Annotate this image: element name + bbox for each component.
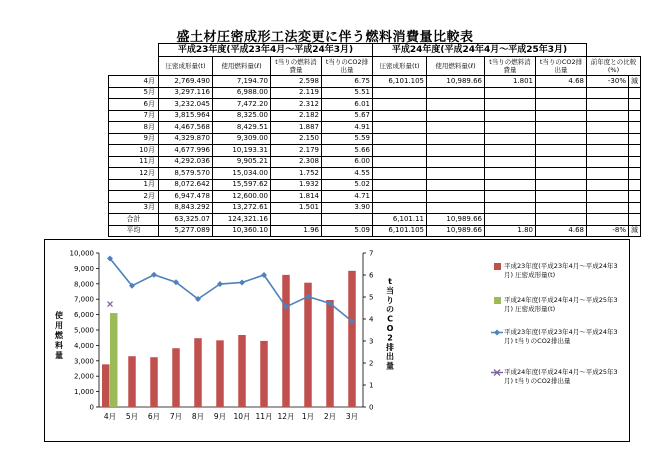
y-left-tick-label: 2,000 [73,372,94,381]
cell-c5: 6,101.11 [373,214,427,226]
cell-c6: 10,989.66 [427,214,485,226]
legend-label: 平成24年度(平成24年4月～平成25年3月) t当りのCO2排出量 [504,368,618,385]
cell-c4 [322,214,373,226]
cell-c3: 1.814 [271,191,322,203]
cell-c8 [536,156,587,168]
y-right-axis-title: t 当りの C O 2 排出量 [386,277,394,371]
cell-c5 [373,179,427,191]
cell-c4: 6.01 [322,99,373,111]
y-right-tick-label: 5 [369,293,374,302]
cell-c1: 3,815.964 [159,110,213,122]
month-label: 11月 [109,156,159,168]
y-left-axis-title: 使用燃料量 [55,311,63,360]
x-tick-label: 4月 [103,412,117,421]
cell-c7: 1.801 [485,76,536,88]
cell-c2: 7,472.20 [213,99,271,111]
cell-c5: 6,101.105 [373,225,427,237]
cell-c8 [536,110,587,122]
cell-c7 [485,133,536,145]
cell-c6 [427,122,485,134]
cell-c9 [587,87,629,99]
month-label: 2月 [109,191,159,203]
cell-c4: 4.71 [322,191,373,203]
cell-c4: 5.02 [322,179,373,191]
avg-label: 平均 [109,225,159,237]
x-tick-label: 8月 [191,412,205,421]
month-label: 4月 [109,76,159,88]
bar-h23 [150,357,158,407]
month-label: 5月 [109,87,159,99]
bar-h23 [102,364,110,407]
cell-c8: 4.68 [536,76,587,88]
table-row [109,122,641,134]
cell-c8 [536,99,587,111]
cell-c7 [485,214,536,226]
cell-c7 [485,99,536,111]
cell-c9 [587,133,629,145]
cell-c6 [427,168,485,180]
x-tick-label: 3月 [345,412,359,421]
table-header-period-row [109,44,641,57]
cell-c7 [485,87,536,99]
cell-c5 [373,202,427,214]
cell-c9 [587,99,629,111]
cell-c7 [485,145,536,157]
cell-c4: 5.67 [322,110,373,122]
cell-c2: 9,905.21 [213,156,271,168]
period2-header: 平成24年度(平成24年4月～平成25年3月) [373,44,587,57]
cell-c9 [587,202,629,214]
cell-c5 [373,110,427,122]
month-label: 1月 [109,179,159,191]
cell-c3: 2.119 [271,87,322,99]
blank-corner-cell [109,57,159,76]
cell-c6 [427,202,485,214]
cell-c4: 6.00 [322,156,373,168]
cell-c8 [536,145,587,157]
bar-h23 [128,356,136,407]
cell-c10 [629,191,641,203]
cell-c2: 7,194.70 [213,76,271,88]
table-row [109,156,641,168]
cell-c9 [587,156,629,168]
cell-c10 [629,179,641,191]
cell-c9 [587,122,629,134]
cell-c4: 4.55 [322,168,373,180]
cell-c10: 減 [629,225,641,237]
cell-c2: 124,321.16 [213,214,271,226]
y-left-tick-label: 3,000 [73,357,94,366]
month-label: 3月 [109,202,159,214]
cell-c5: 6,101.105 [373,76,427,88]
cell-c2: 15,034.00 [213,168,271,180]
cell-c4: 5.59 [322,133,373,145]
cell-c8: 4.68 [536,225,587,237]
cell-c6 [427,133,485,145]
legend-marker-x-icon [491,368,503,377]
cell-c9 [587,179,629,191]
cell-c1: 6,947.478 [159,191,213,203]
cell-c10 [629,214,641,226]
cell-c6 [427,110,485,122]
y-right-tick-label: 6 [369,271,374,280]
cell-c7 [485,191,536,203]
cell-c4: 3.90 [322,202,373,214]
cell-c7 [485,179,536,191]
y-right-tick-label: 1 [369,381,374,390]
legend-marker-diamond-icon [491,328,503,337]
cell-c7 [485,122,536,134]
cell-c5 [373,145,427,157]
cell-c5 [373,122,427,134]
bar-h23 [216,340,224,407]
cell-c2: 9,309.00 [213,133,271,145]
cell-c3: 2.312 [271,99,322,111]
cell-c1: 4,292.036 [159,156,213,168]
table-header-column-row [109,57,641,76]
legend-label: 平成23年度(平成23年4月～平成24年3月) 圧密成形量(t) [504,262,618,279]
cell-c9: -8% [587,225,629,237]
cell-c4: 5.51 [322,87,373,99]
blank-header-cell [587,44,641,57]
cell-c8 [536,214,587,226]
x-tick-label: 10月 [233,412,251,421]
cell-c6 [427,99,485,111]
column-header: t当りのCO2排出量 [536,57,587,76]
month-label: 7月 [109,110,159,122]
bar-h23 [304,283,312,407]
y-right-tick-label: 0 [369,403,374,412]
cell-c6 [427,87,485,99]
cell-c1: 4,467.568 [159,122,213,134]
bar-h23 [282,275,290,407]
table-row [109,191,641,203]
cell-c5 [373,168,427,180]
cell-c10 [629,133,641,145]
line-h23 [110,259,352,322]
page-title: 盛土材圧密成形工法変更に伴う燃料消費量比較表 [176,30,474,45]
cell-c3: 2.308 [271,156,322,168]
column-header: t当りのCO2排出量 [322,57,373,76]
y-left-tick-label: 4,000 [73,341,94,350]
cell-c3: 1.501 [271,202,322,214]
month-label: 9月 [109,133,159,145]
cell-c10 [629,145,641,157]
cell-c3: 1.752 [271,168,322,180]
table-row [109,202,641,214]
cell-c5 [373,133,427,145]
cell-c1: 8,579.570 [159,168,213,180]
period1-header: 平成23年度(平成23年4月～平成24年3月) [159,44,373,57]
cell-c7 [485,168,536,180]
cell-c7 [485,156,536,168]
y-right-tick-label: 4 [369,315,374,324]
cell-c6 [427,145,485,157]
table-row [109,110,641,122]
bar-h23 [194,338,202,407]
column-header: 圧密成形量(t) [159,57,213,76]
bar-h23 [260,341,268,407]
table-row [109,145,641,157]
column-header: t当りの燃料消費量 [271,57,322,76]
cell-c3: 1.96 [271,225,322,237]
y-left-tick-label: 8,000 [73,280,94,289]
cell-c7 [485,110,536,122]
table-row [109,87,641,99]
x-tick-label: 5月 [125,412,139,421]
legend-swatch-red [493,262,502,271]
cell-c10 [629,202,641,214]
y-right-tick-label: 2 [369,359,374,368]
cell-c9 [587,168,629,180]
month-label: 8月 [109,122,159,134]
cell-c10 [629,87,641,99]
total-row [109,214,641,226]
column-header: t当りの燃料消費量 [485,57,536,76]
cell-c2: 15,597.62 [213,179,271,191]
cell-c3: 2.150 [271,133,322,145]
column-header: 圧密成形量(t) [373,57,427,76]
point-diamond [151,272,157,278]
column-header: 使用燃料量(ℓ) [427,57,485,76]
cell-c9 [587,110,629,122]
cell-c6 [427,179,485,191]
cell-c5 [373,87,427,99]
x-tick-label: 9月 [213,412,227,421]
month-label: 6月 [109,99,159,111]
cell-c3: 2.598 [271,76,322,88]
cell-c9 [587,191,629,203]
table-row [109,168,641,180]
cell-c6 [427,191,485,203]
chart-area [44,239,630,442]
cell-c2: 10,360.10 [213,225,271,237]
y-left-tick-label: 5,000 [73,326,94,335]
cell-c2: 13,272.61 [213,202,271,214]
cell-c10 [629,122,641,134]
cell-c8 [536,87,587,99]
y-left-tick-label: 7,000 [73,295,94,304]
cell-c8 [536,202,587,214]
cell-c9: -30% [587,76,629,88]
x-tick-label: 6月 [147,412,161,421]
cell-c4: 6.75 [322,76,373,88]
month-label: 12月 [109,168,159,180]
y-left-tick-label: 10,000 [69,249,94,258]
cell-c9 [587,214,629,226]
cell-c6: 10,989.66 [427,225,485,237]
cell-c4: 4.91 [322,122,373,134]
cell-c3: 1.932 [271,179,322,191]
cell-c6 [427,156,485,168]
cell-c4: 5.66 [322,145,373,157]
legend-label: 平成24年度(平成24年4月～平成25年3月) 圧密成形量(t) [504,296,618,313]
y-right-tick-label: 7 [369,249,374,258]
table-row [109,179,641,191]
bar-h24 [110,313,118,407]
cell-c10 [629,110,641,122]
cell-c1: 8,072.642 [159,179,213,191]
legend-label: 平成23年度(平成23年4月～平成24年3月) t当りのCO2排出量 [504,328,618,345]
cell-c1: 2,769.490 [159,76,213,88]
cell-c7 [485,202,536,214]
y-left-tick-label: 0 [89,403,94,412]
cell-c3: 1.887 [271,122,322,134]
x-tick-label: 2月 [323,412,337,421]
point-x [108,302,113,307]
y-left-tick-label: 6,000 [73,311,94,320]
x-tick-label: 1月 [301,412,315,421]
table-row [109,133,641,145]
cell-c2: 12,600.00 [213,191,271,203]
y-left-tick-label: 1,000 [73,388,94,397]
cell-c2: 10,193.31 [213,145,271,157]
cell-c8 [536,179,587,191]
table-row [109,76,641,88]
cell-c5 [373,156,427,168]
bar-h23 [172,348,180,407]
cell-c7: 1.80 [485,225,536,237]
cell-c5 [373,191,427,203]
cell-c1: 3,232.045 [159,99,213,111]
cell-c1: 8,843.292 [159,202,213,214]
bar-h23 [348,271,356,407]
column-header: 前年度との比較(%) [587,57,641,76]
cell-c8 [536,168,587,180]
month-label: 10月 [109,145,159,157]
cell-c3 [271,214,322,226]
cell-c10 [629,168,641,180]
x-tick-label: 11月 [255,412,273,421]
cell-c8 [536,133,587,145]
table-row [109,99,641,111]
average-row [109,225,641,237]
cell-c5 [373,99,427,111]
cell-c1: 4,329.870 [159,133,213,145]
cell-c1: 5,277.089 [159,225,213,237]
cell-c1: 4,677.996 [159,145,213,157]
cell-c10 [629,156,641,168]
cell-c2: 8,325.00 [213,110,271,122]
cell-c1: 3,297.116 [159,87,213,99]
total-label: 合計 [109,214,159,226]
cell-c9 [587,145,629,157]
cell-c10: 減 [629,76,641,88]
bar-h23 [238,335,246,407]
y-right-tick-label: 3 [369,337,374,346]
y-left-tick-label: 9,000 [73,264,94,273]
corner-cell [109,44,159,57]
cell-c4: 5.09 [322,225,373,237]
cell-c6: 10,989.66 [427,76,485,88]
point-diamond [239,279,245,285]
bar-h23 [326,300,334,407]
legend-swatch-green [493,296,502,305]
column-header: 使用燃料量(ℓ) [213,57,271,76]
cell-c2: 8,429.51 [213,122,271,134]
cell-c10 [629,99,641,111]
x-tick-label: 12月 [277,412,295,421]
cell-c8 [536,122,587,134]
cell-c8 [536,191,587,203]
cell-c1: 63,325.07 [159,214,213,226]
cell-c2: 6,988.00 [213,87,271,99]
cell-c3: 2.182 [271,110,322,122]
comparison-table [108,43,641,237]
cell-c3: 2.179 [271,145,322,157]
x-tick-label: 7月 [169,412,183,421]
